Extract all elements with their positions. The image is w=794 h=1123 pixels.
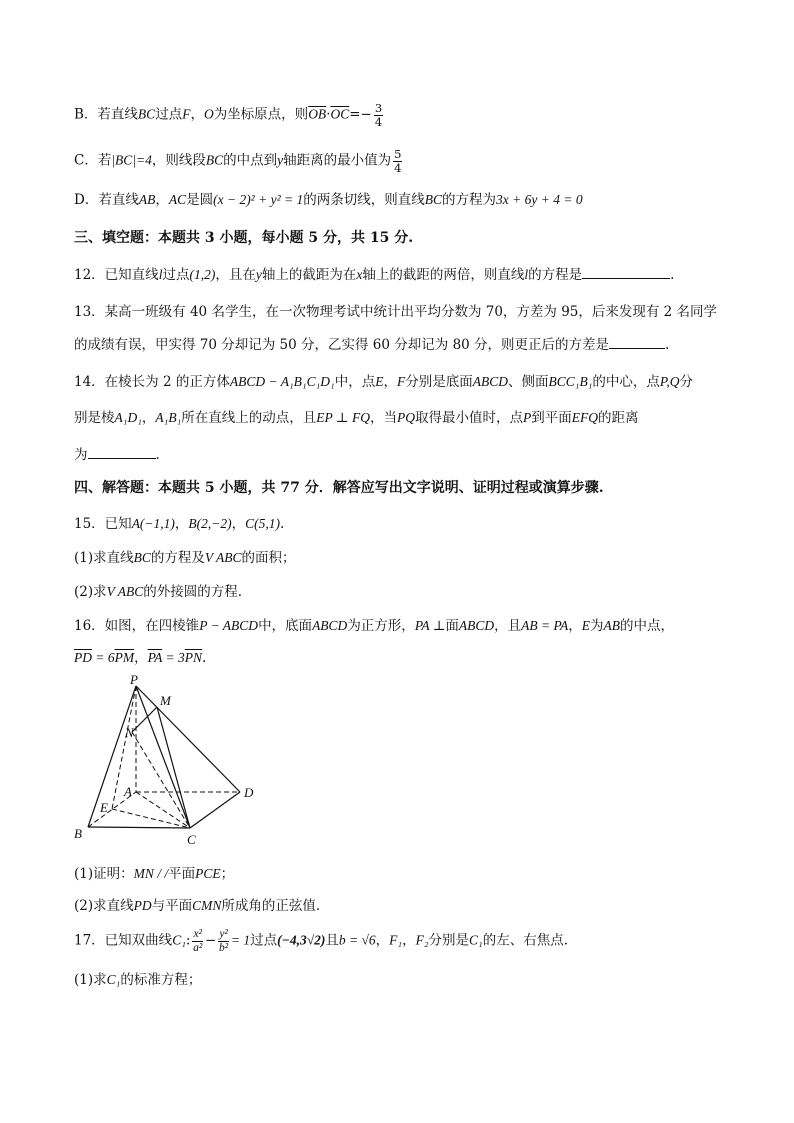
label-c: C bbox=[187, 832, 196, 847]
math: ABCD bbox=[312, 618, 348, 633]
math: EFQ bbox=[571, 410, 598, 425]
text: ， bbox=[155, 192, 169, 208]
math: P,Q bbox=[659, 374, 680, 389]
text: ，则线段 bbox=[151, 152, 206, 169]
math: V ABC bbox=[204, 550, 242, 565]
text: ， bbox=[402, 932, 416, 949]
label-m: M bbox=[160, 693, 171, 708]
text: ，当 bbox=[369, 410, 397, 426]
text: 所在直线上的动点，且 bbox=[181, 410, 317, 426]
text: . bbox=[202, 650, 207, 666]
question-14-line-3 bbox=[74, 446, 160, 463]
math: ABCD − A₁B₁C₁D₁ bbox=[229, 374, 335, 389]
text: 的中心，点 bbox=[592, 374, 660, 390]
vector-pd: $\overline{PD}$ bbox=[74, 650, 92, 665]
edge-pb bbox=[88, 686, 136, 827]
text: 过点 bbox=[155, 106, 183, 123]
question-14-line-1 bbox=[74, 374, 693, 390]
option-c bbox=[74, 148, 404, 174]
text: 为正方形， bbox=[347, 618, 415, 634]
segment-nc bbox=[132, 732, 190, 828]
text: 过点 bbox=[250, 932, 278, 949]
math: (−4,3√2) bbox=[277, 932, 326, 948]
edge-cd bbox=[190, 792, 240, 828]
text: 的中点到 bbox=[223, 152, 278, 169]
math: y bbox=[255, 267, 262, 282]
denominator: a² bbox=[193, 941, 203, 954]
math: P bbox=[522, 410, 532, 425]
math: C₁ bbox=[106, 972, 121, 987]
text: ， bbox=[383, 374, 397, 390]
math: b = √6 bbox=[338, 932, 376, 948]
question-14-line-2 bbox=[74, 410, 638, 426]
text: 的面积； bbox=[241, 550, 296, 566]
text: 14．在棱长为 2 的正方体 bbox=[74, 374, 230, 390]
text: 的左、右焦点. bbox=[482, 932, 569, 949]
math: l bbox=[158, 267, 163, 282]
text: 的方程是 bbox=[528, 267, 583, 283]
math: y bbox=[277, 152, 284, 168]
text: ，且在 bbox=[215, 267, 256, 283]
math: F bbox=[397, 374, 406, 389]
math: O bbox=[203, 106, 214, 122]
text: 分别是 bbox=[428, 932, 470, 949]
text: 中，底面 bbox=[258, 618, 313, 634]
text: ， bbox=[134, 650, 148, 666]
text: 的外接圆的方程. bbox=[143, 584, 243, 600]
question-15 bbox=[74, 516, 284, 532]
math: PA ⊥ bbox=[414, 618, 446, 633]
math: MN / / bbox=[133, 866, 169, 881]
text: 的标准方程； bbox=[120, 972, 202, 988]
math: V ABC bbox=[106, 584, 144, 599]
text: 且 bbox=[325, 932, 339, 949]
math: AC bbox=[168, 192, 187, 207]
math: C(5,1) bbox=[245, 516, 281, 531]
math: ABCD bbox=[472, 374, 508, 389]
segment-ec bbox=[112, 809, 190, 828]
denominator: 4 bbox=[394, 160, 402, 175]
text: . bbox=[280, 516, 285, 532]
denominator: b² bbox=[219, 941, 229, 954]
numerator: 3 bbox=[374, 101, 383, 115]
math: |BC|=4 bbox=[111, 152, 152, 168]
text: 与平面 bbox=[151, 898, 193, 914]
math: PCE bbox=[195, 866, 221, 881]
label-b: B bbox=[74, 826, 82, 841]
text: 别是棱 bbox=[74, 410, 115, 426]
text: (1)求直线 bbox=[74, 550, 134, 566]
math: (x − 2)² + y² = 1 bbox=[213, 192, 304, 207]
math: A₁B₁ bbox=[155, 410, 182, 425]
pyramid-figure bbox=[70, 672, 270, 852]
math: AB bbox=[138, 192, 156, 207]
math: AB = PA bbox=[521, 618, 569, 633]
segment-mc bbox=[157, 707, 190, 828]
question-16-part-1 bbox=[74, 866, 234, 882]
label-d: D bbox=[244, 785, 254, 800]
text: 面 bbox=[445, 618, 459, 634]
text: . bbox=[155, 447, 160, 463]
math: x bbox=[356, 267, 363, 282]
question-13-line-2 bbox=[74, 336, 669, 353]
option-b bbox=[74, 102, 385, 128]
denominator: 4 bbox=[374, 114, 383, 129]
math: BCC₁B₁ bbox=[548, 374, 593, 389]
question-16-part-2 bbox=[74, 898, 320, 914]
text: 分 bbox=[679, 374, 694, 390]
text: ，且 bbox=[494, 618, 522, 634]
text: 到平面 bbox=[531, 410, 572, 426]
text: . bbox=[670, 267, 675, 283]
text: 为 bbox=[590, 618, 604, 634]
math: AB bbox=[603, 618, 621, 633]
math: E bbox=[581, 618, 591, 633]
option-d bbox=[74, 192, 583, 208]
text: C．若 bbox=[74, 152, 112, 169]
question-13-line-1: 13．某高一班级有 40 名学生，在一次物理考试中统计出平均分数为 70，方差为 95，后来发现有 2 名同学 bbox=[74, 304, 718, 320]
text: 轴上的截距的两倍，则直线 bbox=[362, 267, 525, 283]
text: · bbox=[326, 106, 331, 123]
vector-ob: $\overline{OB}$ bbox=[308, 106, 327, 122]
text: ， bbox=[568, 618, 582, 634]
math: ABCD bbox=[458, 618, 495, 633]
label-e: E bbox=[100, 800, 108, 815]
text: 的方程及 bbox=[150, 550, 205, 566]
math: (1,2) bbox=[189, 267, 216, 282]
math: = 3 bbox=[162, 650, 185, 665]
question-12 bbox=[74, 266, 674, 283]
math: B(2,−2) bbox=[188, 516, 232, 531]
text: 、侧面 bbox=[508, 374, 549, 390]
numerator: x² bbox=[193, 928, 203, 940]
math: BC bbox=[137, 106, 156, 122]
math: A(−1,1) bbox=[131, 516, 175, 531]
text: B．若直线 bbox=[74, 106, 138, 123]
edge-bc bbox=[88, 827, 190, 828]
text: (1)证明： bbox=[74, 866, 134, 882]
text: 15．已知 bbox=[74, 516, 132, 532]
text: 轴上的截距为在 bbox=[261, 267, 357, 283]
text: 过点 bbox=[162, 267, 190, 283]
question-16-line-2 bbox=[74, 650, 206, 666]
text: 平面 bbox=[168, 866, 196, 882]
section-heading-3: 三、填空题：本题共 3 小题，每小题 5 分，共 15 分. bbox=[74, 230, 414, 246]
numerator: 5 bbox=[394, 147, 402, 161]
label-n: N bbox=[125, 725, 134, 740]
math: BC bbox=[205, 152, 224, 168]
math: E bbox=[375, 374, 384, 389]
vector-pm: $\overline{PM}$ bbox=[114, 650, 135, 665]
math: A₁D₁ bbox=[114, 410, 142, 425]
math: BC bbox=[424, 192, 443, 207]
text: ， bbox=[190, 106, 204, 123]
math: P − ABCD bbox=[199, 618, 259, 633]
section-heading-4: 四、解答题：本题共 5 小题，共 77 分．解答应写出文字说明、证明过程或演算步骤. bbox=[74, 480, 604, 496]
vector-pa: $\overline{PA}$ bbox=[147, 650, 163, 665]
text: (2)求 bbox=[74, 584, 107, 600]
text: D．若直线 bbox=[74, 192, 139, 208]
text: 所成角的正弦值. bbox=[221, 898, 321, 914]
question-15-part-1 bbox=[74, 550, 296, 566]
label-a: A bbox=[124, 784, 132, 799]
question-15-part-2 bbox=[74, 584, 242, 600]
math: l bbox=[524, 267, 529, 282]
text: ， bbox=[231, 516, 246, 532]
label-p: P bbox=[130, 672, 138, 687]
math: PD bbox=[133, 898, 152, 913]
vector-pn: $\overline{PN}$ bbox=[184, 650, 203, 665]
math: 3x + 6y + 4 = 0 bbox=[496, 192, 583, 207]
math: F₁ bbox=[389, 932, 403, 948]
text: 16．如图，在四棱锥 bbox=[74, 618, 200, 634]
math: C₁ bbox=[172, 932, 186, 948]
fraction bbox=[374, 102, 383, 128]
math: PQ bbox=[396, 410, 415, 425]
math: F₂ bbox=[415, 932, 429, 948]
text: 分别是底面 bbox=[405, 374, 473, 390]
text: 的中点， bbox=[620, 618, 675, 634]
answer-blank[interactable] bbox=[88, 446, 156, 459]
math: CMN bbox=[192, 898, 222, 913]
text: 取得最小值时，点 bbox=[414, 410, 523, 426]
math: F bbox=[182, 106, 191, 122]
text: ； bbox=[220, 866, 235, 882]
text: ， bbox=[174, 516, 189, 532]
answer-blank[interactable] bbox=[582, 266, 670, 279]
text: ， bbox=[141, 410, 156, 426]
text: 的方程为 bbox=[442, 192, 497, 208]
text: 的成绩有误，甲实得 70 分却记为 50 分，乙实得 60 分却记为 80 分，则更正后的方差是 bbox=[74, 337, 610, 353]
fraction-y bbox=[218, 928, 229, 954]
text: 12．已知直线 bbox=[74, 267, 159, 283]
question-17 bbox=[74, 928, 568, 954]
math: C₁ bbox=[469, 932, 483, 948]
text: 为 bbox=[74, 447, 88, 463]
text: . bbox=[665, 337, 670, 353]
text: =− bbox=[349, 106, 372, 123]
text: 17．已知双曲线 bbox=[74, 932, 173, 949]
math: = 1 bbox=[230, 932, 251, 948]
text: 轴距离的最小值为 bbox=[283, 152, 392, 169]
text: 的距离 bbox=[597, 410, 639, 426]
numerator: y² bbox=[219, 928, 228, 940]
text: (2)求直线 bbox=[74, 898, 134, 914]
math: = 6 bbox=[92, 650, 115, 665]
text: 中，点 bbox=[334, 374, 376, 390]
edge-pd bbox=[136, 686, 240, 792]
text: 的两条切线，则直线 bbox=[303, 192, 425, 208]
fraction-x bbox=[192, 928, 203, 954]
text: 是圆 bbox=[186, 192, 214, 208]
answer-blank[interactable] bbox=[609, 336, 665, 349]
vector-oc: $\overline{OC}$ bbox=[330, 106, 350, 122]
math: EP ⊥ FQ bbox=[316, 410, 370, 425]
text: (1)求 bbox=[74, 972, 107, 988]
math: BC bbox=[133, 550, 151, 565]
text: − bbox=[205, 932, 217, 949]
question-17-part-1 bbox=[74, 972, 201, 988]
text: ， bbox=[375, 932, 390, 949]
fraction bbox=[393, 148, 402, 174]
text: : bbox=[185, 932, 191, 949]
question-16-line-1 bbox=[74, 618, 674, 634]
text: 为坐标原点，则 bbox=[213, 106, 309, 123]
